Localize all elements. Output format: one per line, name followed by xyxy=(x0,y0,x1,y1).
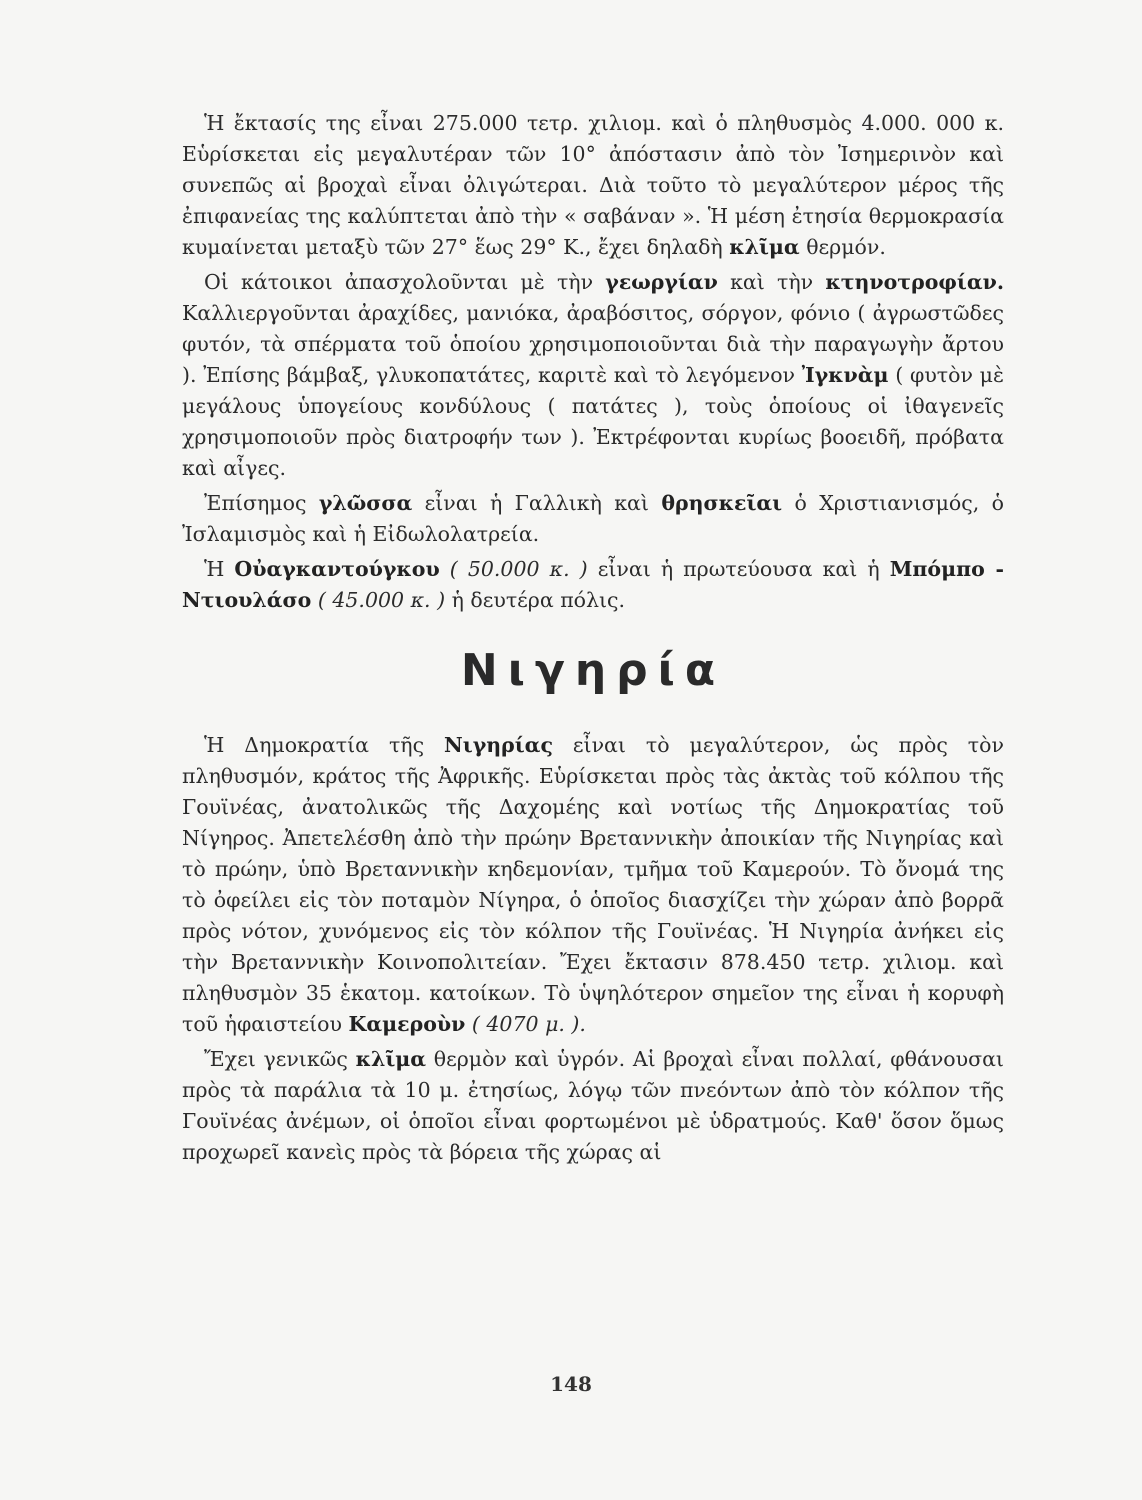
bold-term-nigeria: Νιγηρίας xyxy=(444,733,553,757)
bold-term-capital: Οὐαγκαντούγκου xyxy=(234,557,440,581)
bold-term-language: γλῶσσα xyxy=(318,491,413,515)
text-run: καὶ τὴν xyxy=(730,270,814,294)
text-run: θερμόν. xyxy=(806,235,886,259)
page-number: 148 xyxy=(550,1372,592,1396)
text-run: Ἡ ἔκτασίς της εἶναι 275.000 τετρ. χιλιομ. καὶ ὁ πληθυσμὸς 4.000. 000 κ. Εὑρίσκεται εἰς μεγαλυτέραν τῶν 10° ἀπόστασιν ἀπὸ τὸν Ἰσημερινὸν καὶ συνεπῶς αἱ βροχαὶ εἶναι ὀλιγώτεραι. Διὰ τοῦτο τὸ μεγαλύτερον μέρος τῆς ἐπιφανείας της καλύπτεται ἀπὸ τὴν « σαβάναν ». Ἡ μέση ἐτησία θερμοκρασία κυμαίνεται μεταξὺ τῶν 27° ἕως 29° Κ., ἔχει δηλαδὴ xyxy=(182,111,1004,259)
text-run: Ἡ Δημοκρατία τῆς xyxy=(204,733,425,757)
paragraph-area-climate xyxy=(182,108,1004,263)
bold-term-livestock: κτηνοτροφίαν. xyxy=(825,270,1004,294)
body-text xyxy=(182,108,1004,1168)
bold-term-agriculture: γεωργίαν xyxy=(605,270,718,294)
paragraph-economy xyxy=(182,267,1004,484)
bold-term-climate: κλῖμα xyxy=(355,1047,427,1071)
text-run: θερμὸν καὶ ὑγρόν. Αἱ βροχαὶ εἶναι πολλαί, φθάνουσαι πρὸς τὰ παράλια τὰ 10 μ. ἐτησίως, λόγῳ τῶν πνεόντων ἀπὸ τὸν κόλπον τῆς Γουϊνέας ἀνέμων, οἱ ὁποῖοι εἶναι φορτωμένοι μὲ ὑδρατμούς. Καθ' ὅσον ὅμως προχωρεῖ κανεὶς πρὸς τὰ βόρεια τῆς χώρας αἱ xyxy=(182,1047,1004,1164)
bold-term-religions: θρησκεῖαι xyxy=(661,491,783,515)
text-run: ὁ Χριστιανισμός, ὁ Ἰσλαμισμὸς καὶ ἡ Εἰδωλολατρεία. xyxy=(182,491,1004,546)
bold-term-yam: Ἰγκνὰμ xyxy=(801,363,889,387)
italic-elevation: ( 4070 μ. ). xyxy=(471,1012,586,1036)
text-run: εἶναι ἡ πρωτεύουσα καὶ ἡ xyxy=(597,557,880,581)
paragraph-language-religion xyxy=(182,488,1004,550)
text-run: Ἔχει γενικῶς xyxy=(204,1047,348,1071)
text-run: ( φυτὸν μὲ μεγάλους ὑπογείους κονδύλους ( πατάτες ), τοὺς ὁποίους οἱ ἰθαγενεῖς χρησιμοποιοῦν πρὸς διατροφήν των ). Ἐκτρέφονται κυρίως βοοειδῆ, πρόβατα καὶ αἶγες. xyxy=(182,363,1004,480)
text-run: εἶναι ἡ Γαλλικὴ καὶ xyxy=(424,491,649,515)
text-run: εἶναι τὸ μεγαλύτερον, ὡς πρὸς τὸν πληθυσμόν, κράτος τῆς Ἀφρικῆς. Εὑρίσκεται πρὸς τὰς ἀκτὰς τοῦ κόλπου τῆς Γουϊνέας, ἀνατολικῶς τῆς Δαχομέης καὶ νοτίως τῆς Δημοκρατίας τοῦ Νίγηρος. Ἀπετελέσθη ἀπὸ τὴν πρώην Βρεταννικὴν ἀποικίαν τῆς Νιγηρίας καὶ τὸ πρώην, ὑπὸ Βρεταννικὴν κηδεμονίαν, τμῆμα τοῦ Καμερούν. Τὸ ὄνομά της τὸ ὀφείλει εἰς τὸν ποταμὸν Νίγηρα, ὁ ὁποῖος διασχίζει τὴν χώραν ἀπὸ βορρᾶ πρὸς νότον, χυνόμενος εἰς τὸν κόλπον τῆς Γουϊνέας. Ἡ Νιγηρία ἀνήκει εἰς τὴν Βρεταννικὴν Κοινοπολιτείαν. Ἔχει ἔκτασιν 878.450 τετρ. χιλιομ. καὶ πληθυσμὸν 35 ἑκατομ. κατοίκων. Τὸ ὑψηλότερον σημεῖον της εἶναι ἡ κορυφὴ τοῦ ἡφαιστείου xyxy=(182,733,1004,1036)
paragraph-nigeria-climate xyxy=(182,1044,1004,1168)
text-run: Ἡ xyxy=(204,557,225,581)
text-run: Ἐπίσημος xyxy=(204,491,307,515)
paragraph-nigeria-overview xyxy=(182,730,1004,1040)
bold-term-climate: κλῖμα xyxy=(729,235,800,259)
text-run: Οἱ κάτοικοι ἀπασχολοῦνται μὲ τὴν xyxy=(204,270,594,294)
section-heading-nigeria: Νιγηρία xyxy=(460,645,726,696)
text-run: ἡ δευτέρα πόλις. xyxy=(451,588,626,612)
paragraph-cities xyxy=(182,554,1004,616)
italic-population: ( 45.000 κ. ) xyxy=(317,588,446,612)
italic-population: ( 50.000 κ. ) xyxy=(449,557,588,581)
bold-term-cameroon: Καμεροὺν xyxy=(348,1012,466,1036)
text-run: Καλλιεργοῦνται ἀραχίδες, μανιόκα, ἀραβόσιτος, σόργον, φόνιο ( ἀγρωστῶδες φυτόν, τὰ σπέρματα τοῦ ὁποίου χρησιμοποιοῦνται διὰ τὴν παραγωγὴν ἄρτου ). Ἐπίσης βάμβαξ, γλυκοπατάτες, καριτὲ καὶ τὸ λεγόμενον xyxy=(182,301,1004,387)
bold-term-second-city: Μπόμπο - Ντιουλάσο xyxy=(182,557,1004,612)
